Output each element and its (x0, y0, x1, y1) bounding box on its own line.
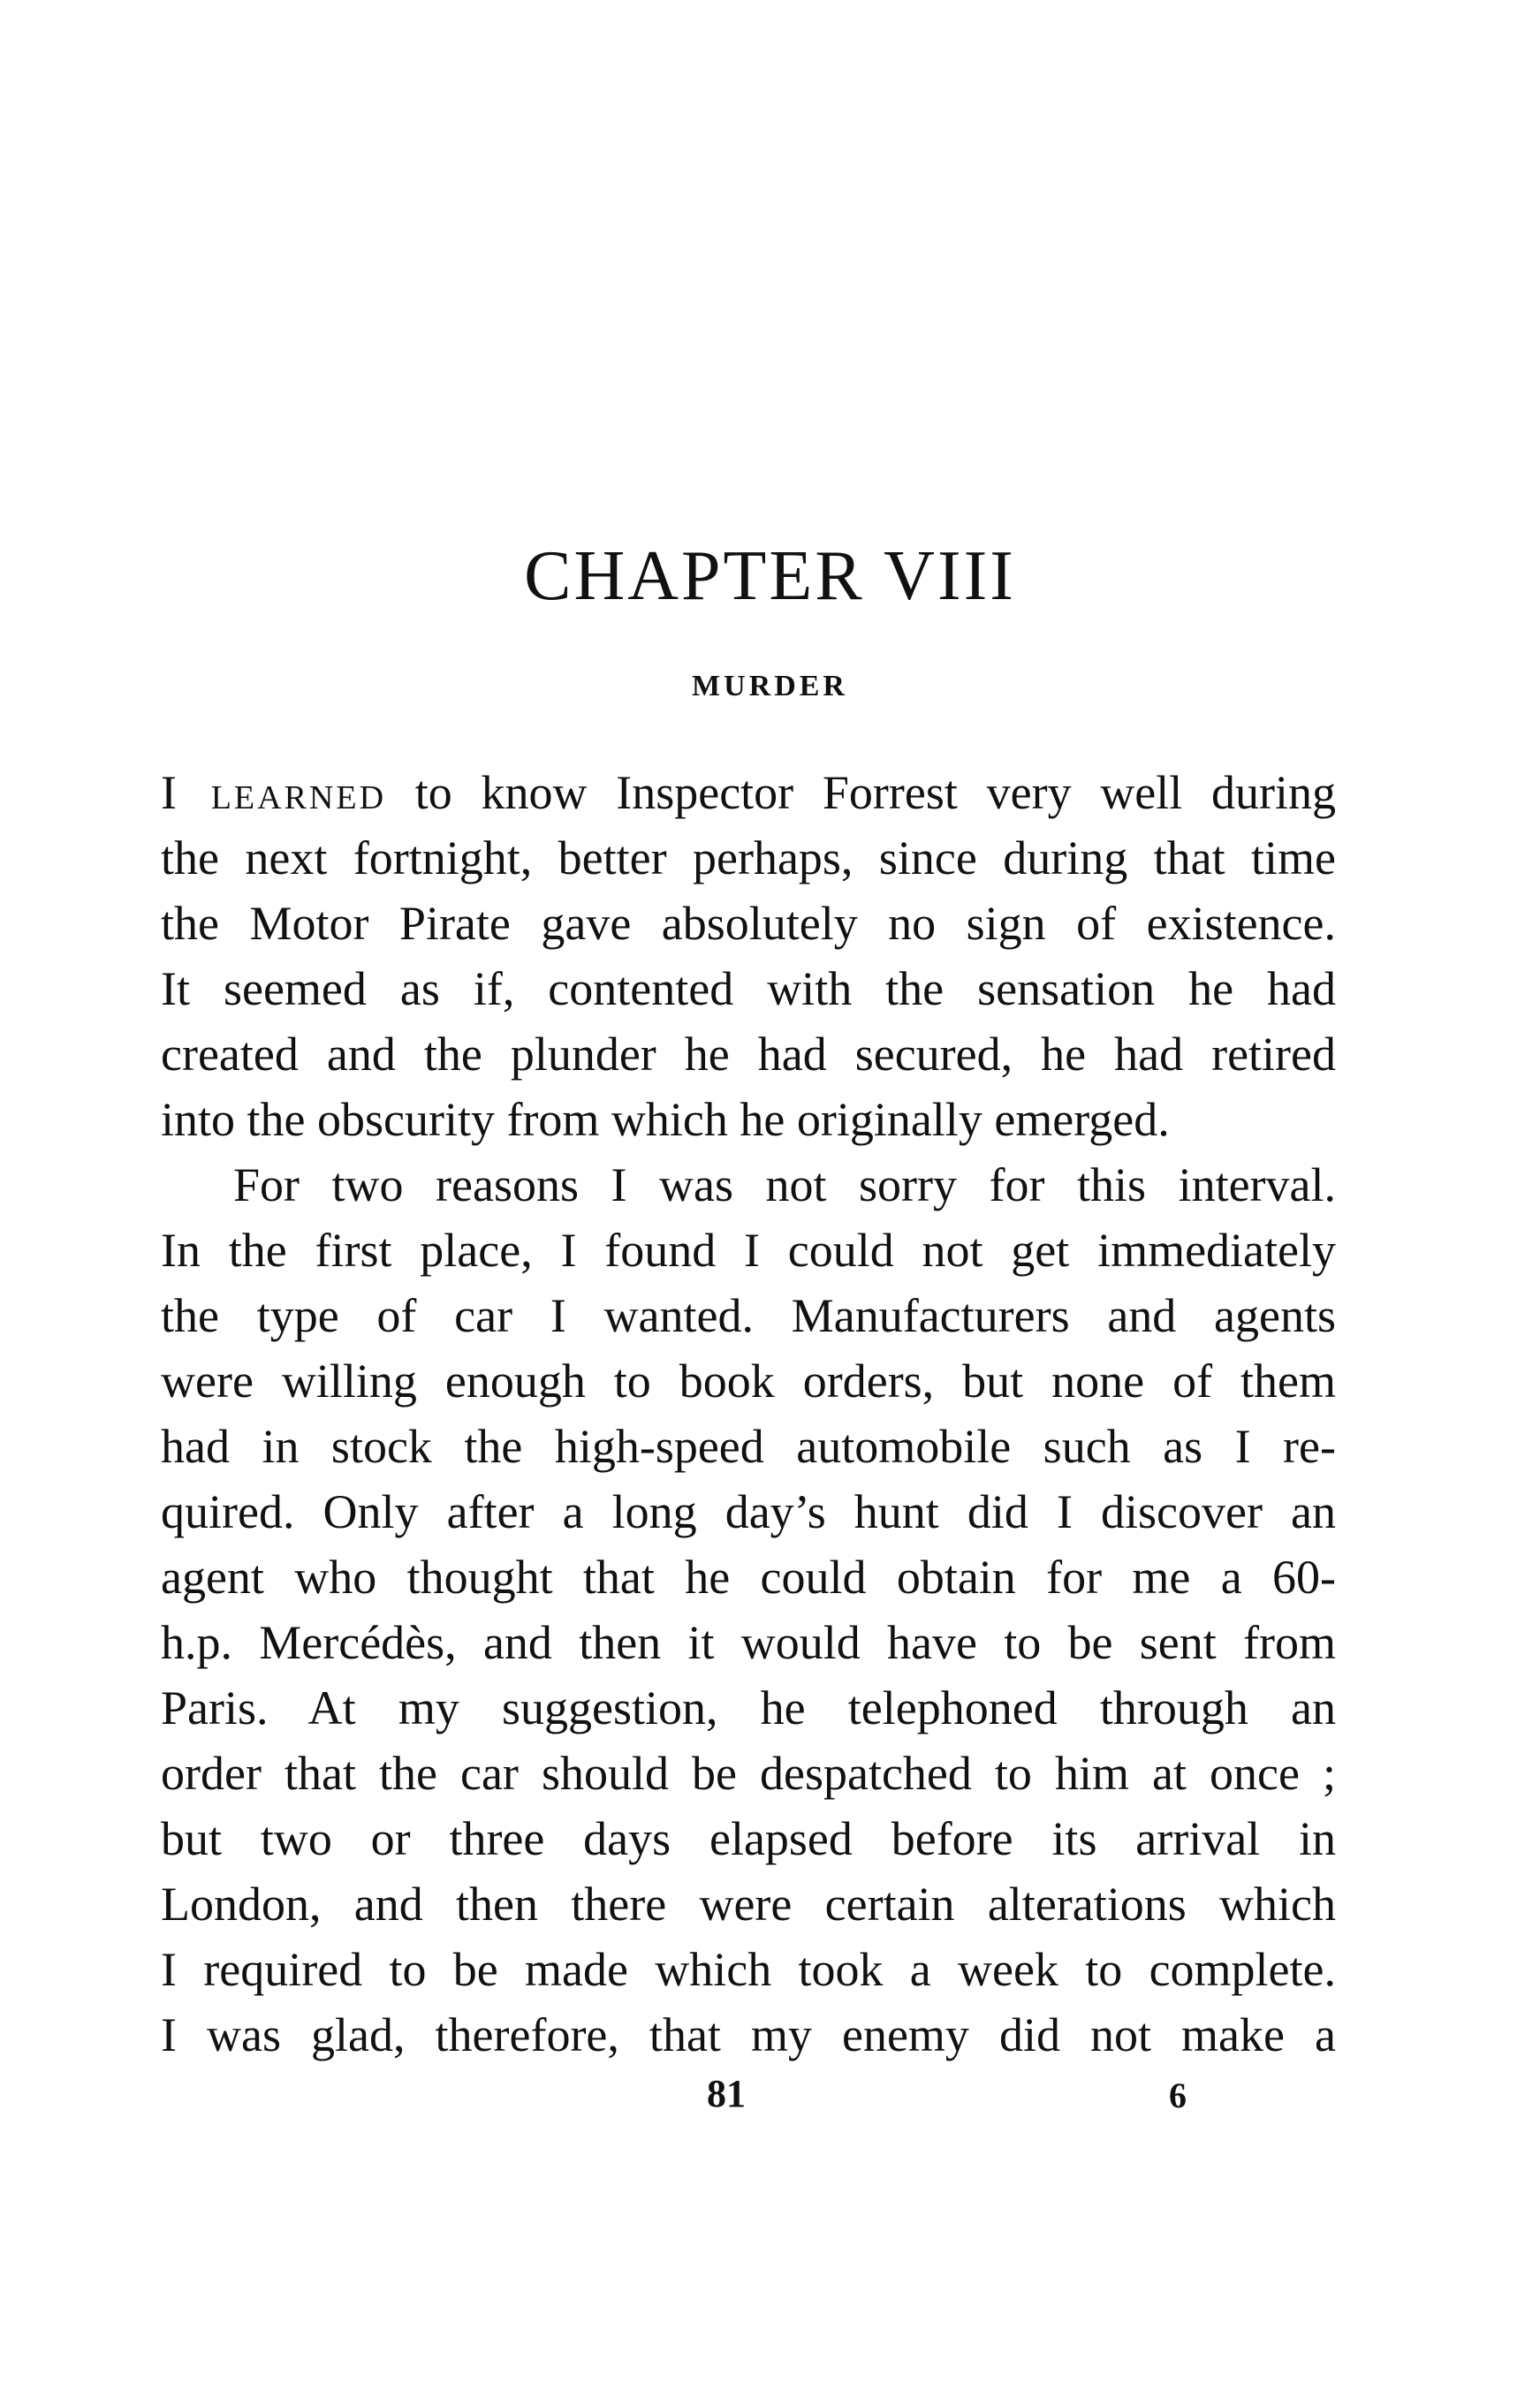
text-line: agent who thought that he could obtain for me a 60- (161, 1551, 1336, 1604)
text-line: Paris. At my suggestion, he telephoned through an (161, 1681, 1336, 1734)
signature-mark: 6 (1169, 2076, 1187, 2115)
text-line: the Motor Pirate gave absolutely no sign of existence. (161, 897, 1336, 950)
text-line: the type of car I wanted. Manufacturers and agents (161, 1289, 1336, 1342)
text-line: I was glad, therefore, that my enemy did not make a (161, 2008, 1336, 2061)
chapter-subtitle: MURDER (692, 670, 848, 702)
text-line: In the first place, I found I could not get immediately (161, 1224, 1336, 1277)
text-line: I learned to know Inspector Forrest very well during (161, 766, 1336, 819)
text-line: London, and then there were certain alterations which (161, 1878, 1336, 1931)
text-line: h.p. Mercédès, and then it would have to be sent from (161, 1616, 1336, 1669)
text-line: into the obscurity from which he originally emerged. (161, 1093, 1170, 1146)
text-line: created and the plunder he had secured, he had retired (161, 1028, 1336, 1081)
text-line: but two or three days elapsed before its arrival in (161, 1812, 1336, 1865)
opening-words: I learned (161, 766, 387, 819)
page-number: 81 (707, 2072, 746, 2115)
text-line: the next fortnight, better perhaps, since during that time (161, 831, 1336, 884)
chapter-title: CHAPTER VIII (524, 537, 1016, 615)
text-line: were willing enough to book orders, but none of them (161, 1355, 1336, 1408)
text-line: quired. Only after a long day’s hunt did I discover an (161, 1485, 1336, 1538)
text-line: had in stock the high-speed automobile such as I re- (161, 1420, 1336, 1473)
text-line: For two reasons I was not sorry for this interval. (233, 1158, 1336, 1211)
body-text (161, 760, 1336, 2068)
text-line: order that the car should be despatched to him at once ; (161, 1747, 1336, 1800)
text-line: I required to be made which took a week to complete. (161, 1943, 1336, 1996)
text-line: It seemed as if, contented with the sensation he had (161, 962, 1336, 1015)
